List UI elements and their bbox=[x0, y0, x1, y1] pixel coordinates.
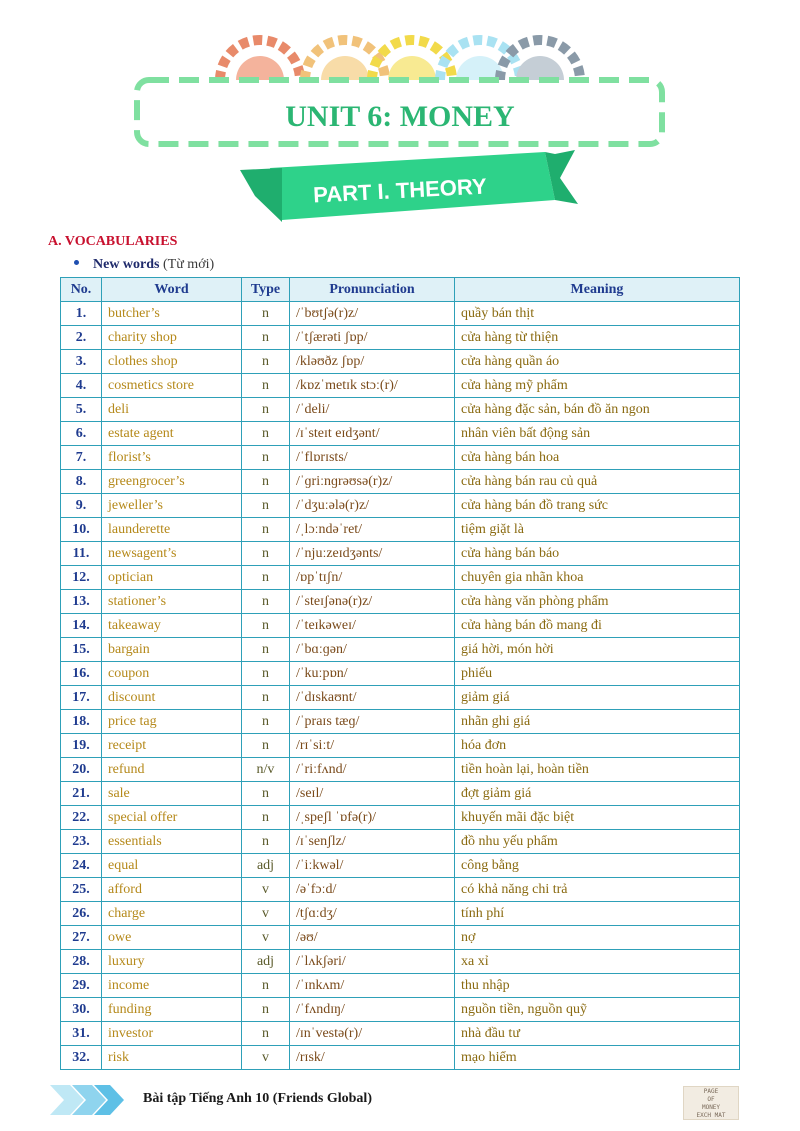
table-row bbox=[61, 494, 740, 518]
table-row bbox=[61, 950, 740, 974]
row-meaning: cửa hàng bán báo bbox=[455, 542, 740, 566]
row-type: adj bbox=[242, 854, 290, 878]
row-meaning: nợ bbox=[455, 926, 740, 950]
row-meaning: đồ nhu yếu phẩm bbox=[455, 830, 740, 854]
page-badge-logo: PAGE OF MONEY EXCH MAT bbox=[683, 1086, 739, 1120]
table-row bbox=[61, 1046, 740, 1070]
row-meaning: cửa hàng bán rau củ quả bbox=[455, 470, 740, 494]
row-type: n bbox=[242, 1022, 290, 1046]
new-words-bullet bbox=[74, 257, 214, 273]
row-word: charity shop bbox=[102, 326, 242, 350]
row-pronunciation: /ˈfʌndɪŋ/ bbox=[290, 998, 455, 1022]
row-word: owe bbox=[102, 926, 242, 950]
row-pronunciation: /ˈdʒuːələ(r)z/ bbox=[290, 494, 455, 518]
row-number: 2. bbox=[61, 326, 102, 350]
table-row bbox=[61, 878, 740, 902]
row-meaning: xa xỉ bbox=[455, 950, 740, 974]
row-number: 19. bbox=[61, 734, 102, 758]
row-pronunciation: /ˈɪnkʌm/ bbox=[290, 974, 455, 998]
row-type: n bbox=[242, 686, 290, 710]
row-word: receipt bbox=[102, 734, 242, 758]
row-meaning: cửa hàng từ thiện bbox=[455, 326, 740, 350]
row-type: n bbox=[242, 422, 290, 446]
row-number: 30. bbox=[61, 998, 102, 1022]
row-pronunciation: /ˈdɪskaʊnt/ bbox=[290, 686, 455, 710]
row-number: 28. bbox=[61, 950, 102, 974]
table-row bbox=[61, 638, 740, 662]
row-pronunciation: /ˈkuːpɒn/ bbox=[290, 662, 455, 686]
row-meaning: khuyến mãi đặc biệt bbox=[455, 806, 740, 830]
row-word: coupon bbox=[102, 662, 242, 686]
table-row bbox=[61, 710, 740, 734]
row-type: n bbox=[242, 542, 290, 566]
row-meaning: phiếu bbox=[455, 662, 740, 686]
row-meaning: hóa đơn bbox=[455, 734, 740, 758]
row-type: n bbox=[242, 470, 290, 494]
row-word: greengrocer’s bbox=[102, 470, 242, 494]
row-pronunciation: /kləʊðz ʃɒp/ bbox=[290, 350, 455, 374]
row-type: n bbox=[242, 806, 290, 830]
row-word: sale bbox=[102, 782, 242, 806]
table-row bbox=[61, 518, 740, 542]
row-word: clothes shop bbox=[102, 350, 242, 374]
table-row bbox=[61, 470, 740, 494]
row-meaning: cửa hàng bán đồ trang sức bbox=[455, 494, 740, 518]
table-row bbox=[61, 998, 740, 1022]
row-type: n bbox=[242, 566, 290, 590]
row-pronunciation: /ˈiːkwəl/ bbox=[290, 854, 455, 878]
ribbon-label: PART I. THEORY bbox=[312, 173, 488, 208]
row-number: 29. bbox=[61, 974, 102, 998]
table-row bbox=[61, 926, 740, 950]
unit-banner bbox=[0, 0, 800, 235]
row-pronunciation: /ˈlʌkʃəri/ bbox=[290, 950, 455, 974]
row-word: launderette bbox=[102, 518, 242, 542]
row-word: special offer bbox=[102, 806, 242, 830]
row-type: n bbox=[242, 614, 290, 638]
row-type: n bbox=[242, 398, 290, 422]
row-pronunciation: /əʊ/ bbox=[290, 926, 455, 950]
row-meaning: cửa hàng bán hoa bbox=[455, 446, 740, 470]
row-pronunciation: /ˌlɔːndəˈret/ bbox=[290, 518, 455, 542]
table-row bbox=[61, 542, 740, 566]
row-meaning: cửa hàng bán đồ mang đi bbox=[455, 614, 740, 638]
row-meaning: đợt giảm giá bbox=[455, 782, 740, 806]
header-type: Type bbox=[242, 278, 290, 302]
row-meaning: nguồn tiền, nguồn quỹ bbox=[455, 998, 740, 1022]
row-meaning: tính phí bbox=[455, 902, 740, 926]
table-row bbox=[61, 446, 740, 470]
row-word: bargain bbox=[102, 638, 242, 662]
row-meaning: cửa hàng mỹ phẩm bbox=[455, 374, 740, 398]
table-row bbox=[61, 974, 740, 998]
row-pronunciation: /rɪˈsiːt/ bbox=[290, 734, 455, 758]
row-pronunciation: /ˈpraɪs tæɡ/ bbox=[290, 710, 455, 734]
row-number: 11. bbox=[61, 542, 102, 566]
table-row bbox=[61, 398, 740, 422]
gear-icons bbox=[220, 40, 580, 80]
row-word: deli bbox=[102, 398, 242, 422]
row-type: v bbox=[242, 902, 290, 926]
footer-book-title: Bài tập Tiếng Anh 10 (Friends Global) bbox=[143, 1091, 372, 1106]
row-word: luxury bbox=[102, 950, 242, 974]
row-number: 32. bbox=[61, 1046, 102, 1070]
table-row bbox=[61, 782, 740, 806]
row-meaning: thu nhập bbox=[455, 974, 740, 998]
table-row bbox=[61, 590, 740, 614]
table-row bbox=[61, 374, 740, 398]
row-type: n bbox=[242, 998, 290, 1022]
bullet-icon bbox=[74, 260, 79, 265]
row-word: stationer’s bbox=[102, 590, 242, 614]
row-type: v bbox=[242, 878, 290, 902]
row-meaning: công bằng bbox=[455, 854, 740, 878]
row-type: n bbox=[242, 494, 290, 518]
header-meaning: Meaning bbox=[455, 278, 740, 302]
header-no: No. bbox=[61, 278, 102, 302]
row-number: 26. bbox=[61, 902, 102, 926]
row-pronunciation: /rɪsk/ bbox=[290, 1046, 455, 1070]
section-title: A. VOCABULARIES bbox=[48, 234, 178, 249]
row-pronunciation: /ɪˈsteɪt eɪdʒənt/ bbox=[290, 422, 455, 446]
row-number: 31. bbox=[61, 1022, 102, 1046]
row-number: 14. bbox=[61, 614, 102, 638]
row-pronunciation: /ɪˈsenʃlz/ bbox=[290, 830, 455, 854]
row-type: n bbox=[242, 830, 290, 854]
row-word: jeweller’s bbox=[102, 494, 242, 518]
row-pronunciation: /ˌspeʃl ˈɒfə(r)/ bbox=[290, 806, 455, 830]
row-word: takeaway bbox=[102, 614, 242, 638]
row-number: 10. bbox=[61, 518, 102, 542]
row-meaning: nhãn ghi giá bbox=[455, 710, 740, 734]
row-meaning: nhà đầu tư bbox=[455, 1022, 740, 1046]
table-row bbox=[61, 326, 740, 350]
vocabulary-table bbox=[60, 277, 740, 1070]
row-pronunciation: /ɪnˈvestə(r)/ bbox=[290, 1022, 455, 1046]
row-pronunciation: /ˈɡriːnɡrəʊsə(r)z/ bbox=[290, 470, 455, 494]
row-word: optician bbox=[102, 566, 242, 590]
row-type: n bbox=[242, 662, 290, 686]
row-word: price tag bbox=[102, 710, 242, 734]
row-number: 18. bbox=[61, 710, 102, 734]
table-header-row bbox=[61, 278, 740, 302]
row-type: n bbox=[242, 446, 290, 470]
row-number: 25. bbox=[61, 878, 102, 902]
row-pronunciation: /əˈfɔːd/ bbox=[290, 878, 455, 902]
row-pronunciation: /ˈbʊtʃə(r)z/ bbox=[290, 302, 455, 326]
row-number: 22. bbox=[61, 806, 102, 830]
row-word: estate agent bbox=[102, 422, 242, 446]
row-number: 20. bbox=[61, 758, 102, 782]
row-word: investor bbox=[102, 1022, 242, 1046]
row-meaning: tiệm giặt là bbox=[455, 518, 740, 542]
row-type: v bbox=[242, 1046, 290, 1070]
table-row bbox=[61, 758, 740, 782]
row-type: n bbox=[242, 710, 290, 734]
row-type: n bbox=[242, 350, 290, 374]
row-number: 6. bbox=[61, 422, 102, 446]
row-word: cosmetics store bbox=[102, 374, 242, 398]
row-pronunciation: /ˈnjuːzeɪdʒənts/ bbox=[290, 542, 455, 566]
table-row bbox=[61, 566, 740, 590]
row-type: n bbox=[242, 302, 290, 326]
row-pronunciation: /tʃɑːdʒ/ bbox=[290, 902, 455, 926]
row-word: equal bbox=[102, 854, 242, 878]
row-word: charge bbox=[102, 902, 242, 926]
row-number: 12. bbox=[61, 566, 102, 590]
unit-title: UNIT 6: MONEY bbox=[285, 100, 515, 133]
row-number: 3. bbox=[61, 350, 102, 374]
row-meaning: cửa hàng đặc sản, bán đồ ăn ngon bbox=[455, 398, 740, 422]
table-row bbox=[61, 854, 740, 878]
row-number: 16. bbox=[61, 662, 102, 686]
header-word: Word bbox=[102, 278, 242, 302]
row-pronunciation: /kɒzˈmetɪk stɔː(r)/ bbox=[290, 374, 455, 398]
row-type: n bbox=[242, 518, 290, 542]
bullet-label: New words bbox=[93, 257, 160, 272]
row-number: 7. bbox=[61, 446, 102, 470]
row-number: 23. bbox=[61, 830, 102, 854]
row-word: refund bbox=[102, 758, 242, 782]
row-type: n bbox=[242, 638, 290, 662]
row-type: n bbox=[242, 326, 290, 350]
row-number: 13. bbox=[61, 590, 102, 614]
row-word: florist’s bbox=[102, 446, 242, 470]
row-type: v bbox=[242, 926, 290, 950]
row-meaning: cửa hàng văn phòng phẩm bbox=[455, 590, 740, 614]
row-word: risk bbox=[102, 1046, 242, 1070]
row-number: 9. bbox=[61, 494, 102, 518]
row-number: 27. bbox=[61, 926, 102, 950]
gear-icon bbox=[220, 40, 300, 80]
row-meaning: chuyên gia nhãn khoa bbox=[455, 566, 740, 590]
row-meaning: nhân viên bất động sản bbox=[455, 422, 740, 446]
table-row bbox=[61, 350, 740, 374]
row-type: n bbox=[242, 974, 290, 998]
row-number: 8. bbox=[61, 470, 102, 494]
row-word: afford bbox=[102, 878, 242, 902]
row-type: n bbox=[242, 734, 290, 758]
row-pronunciation: /ˈbɑːɡən/ bbox=[290, 638, 455, 662]
footer-arrows-icon bbox=[48, 1083, 128, 1117]
table-body bbox=[61, 302, 740, 1070]
row-word: discount bbox=[102, 686, 242, 710]
row-word: essentials bbox=[102, 830, 242, 854]
row-type: n bbox=[242, 590, 290, 614]
table-row bbox=[61, 830, 740, 854]
row-meaning: có khả năng chi trả bbox=[455, 878, 740, 902]
row-pronunciation: /ˈriːfʌnd/ bbox=[290, 758, 455, 782]
row-number: 1. bbox=[61, 302, 102, 326]
row-type: n bbox=[242, 374, 290, 398]
row-pronunciation: /ˈdeli/ bbox=[290, 398, 455, 422]
row-word: newsagent’s bbox=[102, 542, 242, 566]
row-meaning: mạo hiểm bbox=[455, 1046, 740, 1070]
table-row bbox=[61, 614, 740, 638]
row-word: funding bbox=[102, 998, 242, 1022]
bullet-note: (Từ mới) bbox=[163, 257, 215, 272]
row-pronunciation: /ˈtʃærəti ʃɒp/ bbox=[290, 326, 455, 350]
row-number: 21. bbox=[61, 782, 102, 806]
table-row bbox=[61, 806, 740, 830]
row-type: n/v bbox=[242, 758, 290, 782]
row-number: 5. bbox=[61, 398, 102, 422]
row-word: butcher’s bbox=[102, 302, 242, 326]
table-row bbox=[61, 902, 740, 926]
row-number: 15. bbox=[61, 638, 102, 662]
table-row bbox=[61, 302, 740, 326]
row-pronunciation: /seɪl/ bbox=[290, 782, 455, 806]
row-meaning: giá hời, món hời bbox=[455, 638, 740, 662]
row-type: adj bbox=[242, 950, 290, 974]
row-meaning: cửa hàng quần áo bbox=[455, 350, 740, 374]
row-meaning: quầy bán thịt bbox=[455, 302, 740, 326]
row-word: income bbox=[102, 974, 242, 998]
row-type: n bbox=[242, 782, 290, 806]
row-number: 4. bbox=[61, 374, 102, 398]
ribbon bbox=[240, 150, 578, 222]
row-meaning: giảm giá bbox=[455, 686, 740, 710]
row-meaning: tiền hoàn lại, hoàn tiền bbox=[455, 758, 740, 782]
row-number: 17. bbox=[61, 686, 102, 710]
table-row bbox=[61, 686, 740, 710]
row-pronunciation: /ɒpˈtɪʃn/ bbox=[290, 566, 455, 590]
table-row bbox=[61, 662, 740, 686]
table-row bbox=[61, 422, 740, 446]
row-number: 24. bbox=[61, 854, 102, 878]
table-row bbox=[61, 734, 740, 758]
header-pronunciation: Pronunciation bbox=[290, 278, 455, 302]
row-pronunciation: /ˈteɪkəweɪ/ bbox=[290, 614, 455, 638]
row-pronunciation: /ˈsteɪʃənə(r)z/ bbox=[290, 590, 455, 614]
row-pronunciation: /ˈflɒrɪsts/ bbox=[290, 446, 455, 470]
table-row bbox=[61, 1022, 740, 1046]
